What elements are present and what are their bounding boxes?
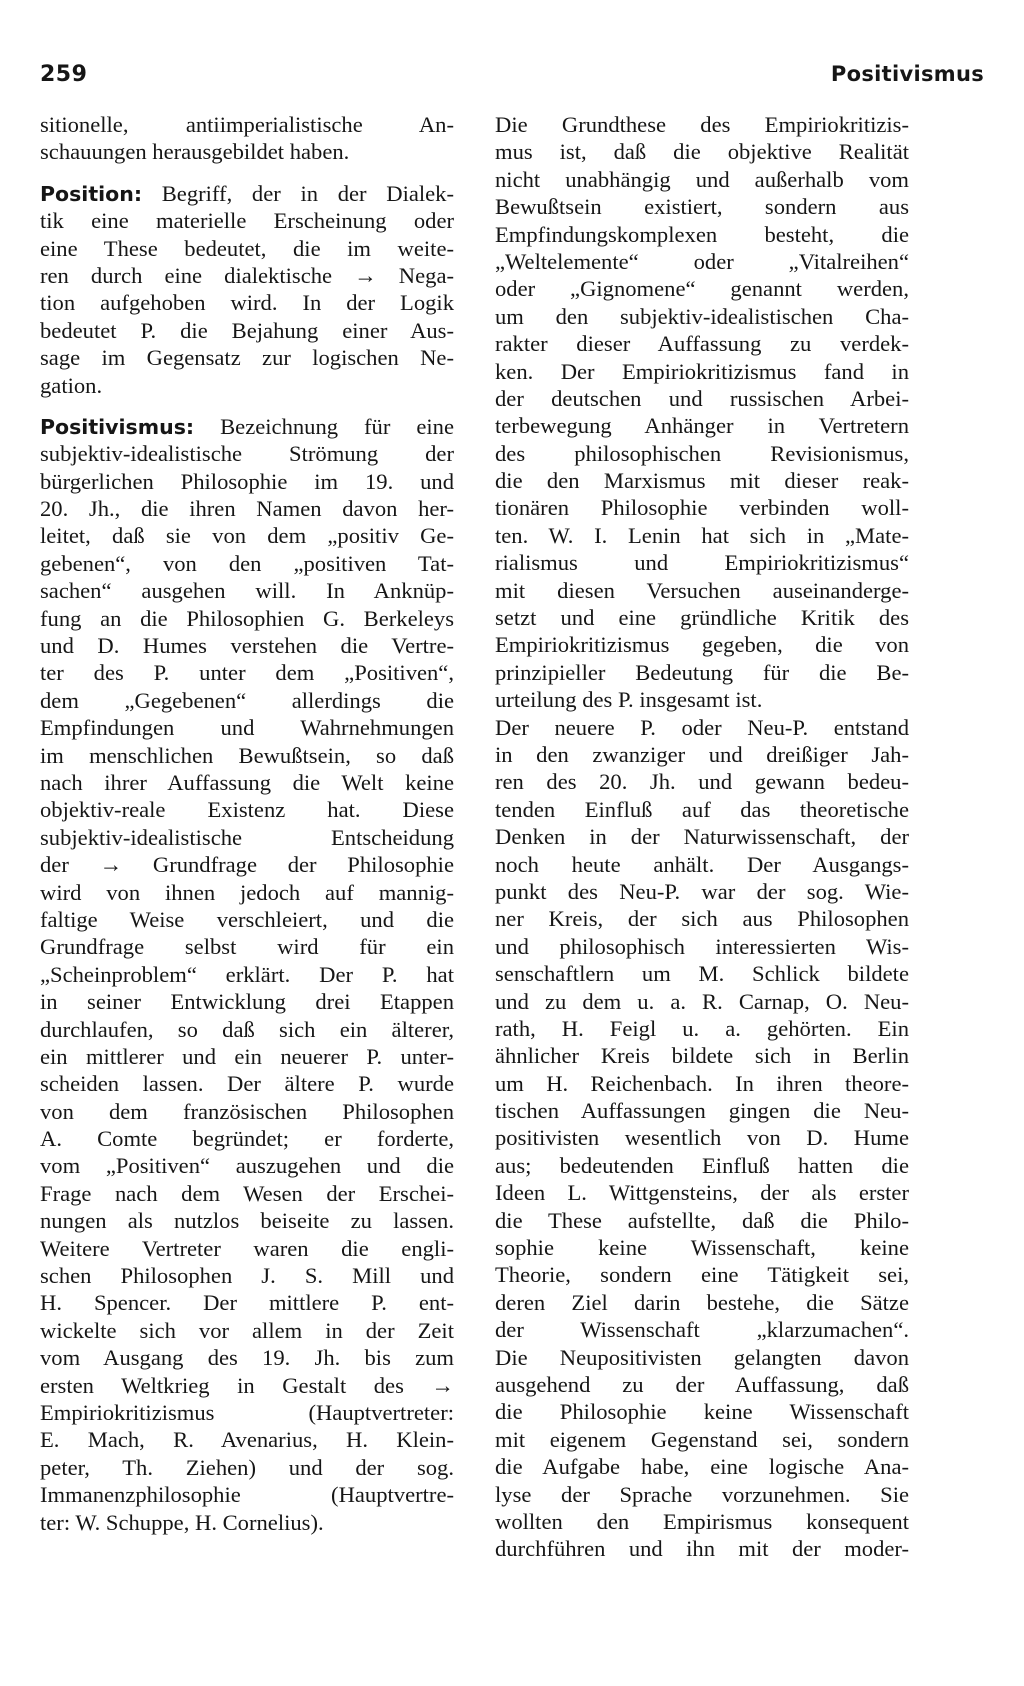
text-line: gebenen“, von den „positiven Tat- (40, 550, 454, 576)
text-line: mit diesen Versuchen auseinanderge- (495, 577, 909, 603)
running-head (40, 62, 984, 98)
text-line: ter: W. Schuppe, H. Cornelius). (40, 1509, 324, 1535)
text-line: des philosophischen Revisionismus, (495, 440, 909, 466)
text-line: „Weltelemente“ oder „Vitalreihen“ (495, 248, 909, 274)
text-fragment: Bezeichnung für eine (194, 413, 454, 439)
text-line: ner Kreis, der sich aus Philosophen (495, 906, 909, 932)
text-line: in seiner Entwicklung drei Etappen (40, 989, 454, 1015)
text-line: objektiv-reale Existenz hat. Diese (40, 797, 454, 823)
text-line: prinzipieller Bedeutung für die Be- (495, 659, 909, 685)
text-line: subjektiv-idealistische Strömung der (40, 441, 454, 467)
text-line: die Philosophie keine Wissenschaft (495, 1399, 909, 1425)
text-line: durchführen und ihn mit der moder- (495, 1536, 909, 1562)
entry-line (40, 413, 454, 440)
text-line: oder „Gignomene“ genannt werden, (495, 276, 909, 302)
text-line: terbewegung Anhänger in Vertretern (495, 413, 909, 439)
text-line: lyse der Sprache vorzunehmen. Sie (495, 1481, 909, 1507)
text-line: wird von ihnen jedoch auf mannig- (40, 879, 454, 905)
text-line: fung an die Philosophien G. Berkeleys (40, 605, 454, 631)
text-line: Frage nach dem Wesen der Erschei- (40, 1180, 454, 1206)
text-line: Ideen L. Wittgensteins, der als erster (495, 1180, 909, 1206)
text-line: A. Comte begründet; er forderte, (40, 1126, 454, 1152)
text-line: tenden Einfluß auf das theoretische (495, 796, 909, 822)
text-fragment: Begriff, der in der Dialek- (142, 180, 454, 206)
text-line: noch heute anhält. Der Ausgangs- (495, 851, 909, 877)
text-line: leitet, daß sie von dem „positiv Ge- (40, 523, 454, 549)
text-line: mit eigenem Gegenstand sei, sondern (495, 1426, 909, 1452)
text-line: ter des P. unter dem „Positiven“, (40, 660, 454, 686)
text-line: senschaftlern um M. Schlick bildete (495, 961, 909, 987)
text-line: nicht unabhängig und außerhalb vom (495, 166, 909, 192)
text-line: um den subjektiv-idealistischen Cha- (495, 303, 909, 329)
text-line: der deutschen und russischen Arbei- (495, 385, 909, 411)
text-line: vom Ausgang des 19. Jh. bis zum (40, 1345, 454, 1371)
entry-line (40, 180, 454, 207)
text-line: Bewußtsein existiert, sondern aus (495, 194, 909, 220)
text-line: die Aufgabe habe, eine logische Ana- (495, 1454, 909, 1480)
text-line: faltige Weise verschleiert, und die (40, 906, 454, 932)
text-line: und D. Humes verstehen die Vertre- (40, 633, 454, 659)
left-column (40, 111, 454, 1536)
text-line: punkt des Neu-P. war der sog. Wie- (495, 878, 909, 904)
text-line: tionären Philosophie verbinden woll- (495, 495, 909, 521)
text-line: ersten Weltkrieg in Gestalt des → (40, 1372, 454, 1398)
text-line: Empfindungskomplexen besteht, die (495, 221, 909, 247)
text-line: Empiriokritizismus gegeben, die von (495, 632, 909, 658)
text-line: ren durch eine dialektische → Nega- (40, 262, 454, 288)
text-line: und philosophisch interessierten Wis- (495, 933, 909, 959)
text-line: „Scheinproblem“ erklärt. Der P. hat (40, 961, 454, 987)
text-line: 20. Jh., die ihren Namen davon her- (40, 496, 454, 522)
text-line: urteilung des P. insgesamt ist. (495, 687, 763, 713)
text-line: sachen“ ausgehen will. In Anknüp- (40, 578, 454, 604)
text-line: Die Neupositivisten gelangten davon (495, 1344, 909, 1370)
text-line: scheiden lassen. Der ältere P. wurde (40, 1071, 454, 1097)
text-line: aus; bedeutenden Einfluß hatten die (495, 1152, 909, 1178)
entry-term-position: Position: (40, 181, 143, 206)
text-line: die den Marxismus mit dieser reak- (495, 468, 909, 494)
text-line: tion aufgehoben wird. In der Logik (40, 290, 454, 316)
text-line: schen Philosophen J. S. Mill und (40, 1263, 454, 1289)
text-line: E. Mach, R. Avenarius, H. Klein- (40, 1427, 454, 1453)
entry-term-positivismus: Positivismus: (40, 414, 195, 439)
text-line: peter, Th. Ziehen) und der sog. (40, 1454, 454, 1480)
text-line: ren des 20. Jh. und gewann bedeu- (495, 769, 909, 795)
right-column (495, 111, 909, 1563)
text-line: Die Grundthese des Empiriokritizis- (495, 112, 909, 137)
text-line: ausgehend zu der Auffassung, daß (495, 1371, 909, 1397)
text-line: ähnlicher Kreis bildete sich in Berlin (495, 1043, 909, 1069)
text-line: durchlaufen, so daß sich ein älterer, (40, 1016, 454, 1042)
text-line: sophie keine Wissenschaft, keine (495, 1235, 909, 1261)
text-line: H. Spencer. Der mittlere P. ent- (40, 1290, 454, 1316)
text-line: ken. Der Empiriokritizismus fand in (495, 358, 909, 384)
text-line: im menschlichen Bewußtsein, so daß (40, 742, 454, 768)
text-line: nungen als nutzlos beiseite zu lassen. (40, 1208, 454, 1234)
text-line: Empiriokritizismus (Hauptvertreter: (40, 1399, 454, 1425)
text-line: bedeutet P. die Bejahung einer Aus- (40, 317, 454, 343)
text-line: positivisten wesentlich von D. Hume (495, 1125, 909, 1151)
text-line: gation. (40, 372, 103, 398)
text-line: und zu dem u. a. R. Carnap, O. Neu- (495, 988, 909, 1014)
section-title: Positivismus (830, 62, 984, 86)
text-line: von dem französischen Philosophen (40, 1098, 454, 1124)
text-line: wollten den Empirismus konsequent (495, 1508, 909, 1534)
text-line: rakter dieser Auffassung zu verdek- (495, 331, 909, 357)
text-line: subjektiv-idealistische Entscheidung (40, 824, 454, 850)
text-line: dem „Gegebenen“ allerdings die (40, 687, 454, 713)
text-line: Immanenzphilosophie (Hauptvertre- (40, 1482, 454, 1508)
text-line: Weitere Vertreter waren die engli- (40, 1235, 454, 1261)
text-line: Theorie, sondern eine Tätigkeit sei, (495, 1262, 909, 1288)
text-line: mus ist, daß die objektive Realität (495, 139, 909, 165)
text-line: nach ihrer Auffassung die Welt keine (40, 769, 454, 795)
text-line: rialismus und Empiriokritizismus“ (495, 550, 909, 576)
text-line: sitionelle, antiimperialistische An- (40, 112, 454, 137)
text-line: bürgerlichen Philosophie im 19. und (40, 468, 454, 494)
text-line: Denken in der Naturwissenschaft, der (495, 824, 909, 850)
text-line: um H. Reichenbach. In ihren theore- (495, 1070, 909, 1096)
text-line: die These aufstellte, daß die Philo- (495, 1207, 909, 1233)
text-line: ein mittlerer und ein neuerer P. unter- (40, 1043, 454, 1069)
text-line: eine These bedeutet, die im weite- (40, 235, 454, 261)
text-line: Empfindungen und Wahrnehmungen (40, 715, 454, 741)
text-line: wickelte sich vor allem in der Zeit (40, 1317, 454, 1343)
text-line: Der neuere P. oder Neu-P. entstand (495, 714, 909, 740)
text-line: der → Grundfrage der Philosophie (40, 852, 454, 878)
text-line: schauungen herausgebildet haben. (40, 139, 350, 165)
text-line: in den zwanziger und dreißiger Jah- (495, 741, 909, 767)
text-line: tik eine materielle Erscheinung oder (40, 208, 454, 234)
text-line: vom „Positiven“ auszugehen und die (40, 1153, 454, 1179)
text-line: ten. W. I. Lenin hat sich in „Mate- (495, 522, 909, 548)
page-number: 259 (40, 62, 88, 87)
text-line: deren Ziel darin bestehe, die Sätze (495, 1289, 909, 1315)
text-line: rath, H. Feigl u. a. gehörten. Ein (495, 1015, 909, 1041)
text-line: der Wissenschaft „klarzumachen“. (495, 1317, 909, 1343)
text-line: setzt und eine gründliche Kritik des (495, 605, 909, 631)
text-line: tischen Auffassungen gingen die Neu- (495, 1098, 909, 1124)
text-line: Grundfrage selbst wird für ein (40, 934, 454, 960)
text-line: sage im Gegensatz zur logischen Ne- (40, 345, 454, 371)
